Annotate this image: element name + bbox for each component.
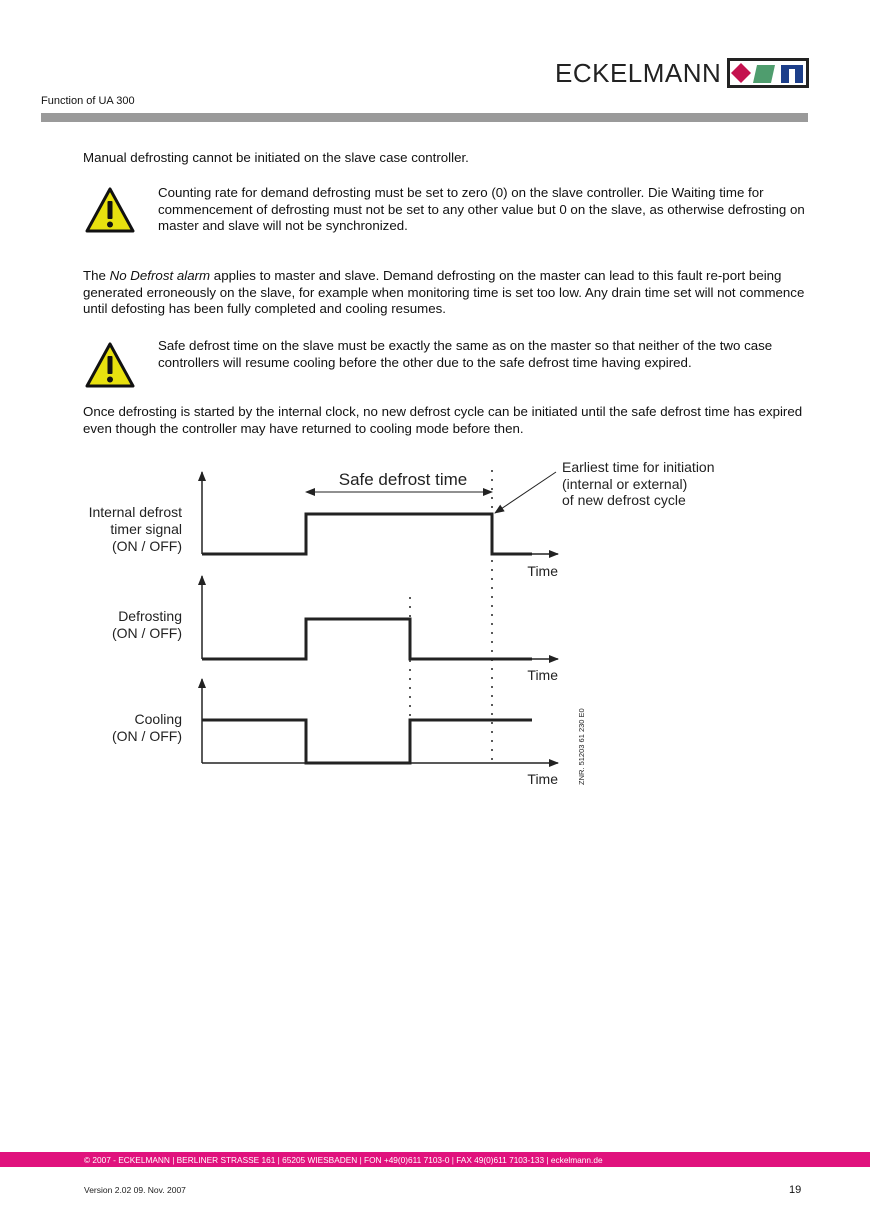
header-rule [41,113,808,122]
warning-icon [85,187,135,233]
eckelmann-logo [727,58,809,88]
paragraph-no-defrost-alarm [83,268,805,318]
signal1-label-line2: timer signal [110,521,182,537]
signal3-waveform [202,720,532,763]
p2-prefix: The [83,268,110,283]
document-title: Function of UA 300 [41,95,135,107]
warning-icon [85,342,135,388]
signal2-label-line2: (ON / OFF) [112,625,182,641]
warning-safe-defrost-time: Safe defrost time on the slave must be exactly the same as on the master so that neither of the two case controllers will resume cooling before the other due to the safe defrost time having expired. [158,338,773,370]
znr-code: ZNR. 51203 61 230 E0 [577,708,586,785]
version-info: Version 2.02 09. Nov. 2007 [84,1185,186,1195]
footer-contact: © 2007 - ECKELMANN | BERLINER STRASSE 161 | 65205 WIESBADEN | FON +49(0)611 7103-0 | FAX 49(0)611 7103-133 | eckelmann.de [84,1155,603,1165]
signal3-label-line2: (ON / OFF) [112,728,182,744]
p2-rest: applies to master and slave. Demand defrosting on the master can lead to this fault re-port being generated erroneously on the slave, for example when monitoring time is set too low. Any drain time set will not commence until defosting has been fully completed and cooling resumes. [83,268,805,316]
signal2-label-line1: Defrosting [118,608,182,624]
annotation-pointer [495,472,556,513]
signal2-time-label: Time [527,667,558,683]
signal1-waveform [202,514,532,554]
annotation-line3: of new defrost cycle [562,492,686,508]
signal1-label-line3: (ON / OFF) [112,538,182,554]
safe-defrost-time-label: Safe defrost time [338,470,468,489]
annotation-line2: (internal or external) [562,476,688,492]
signal3-label-line1: Cooling [134,711,182,727]
warning-slave-counting-rate: Counting rate for demand defrosting must be set to zero (0) on the slave controller. Die Waiting time for commencement of defrosting must not be set to any other value but 0 on the slave, as otherwise defrosting on master and slave will not be synchronized. [158,185,805,233]
annotation-line1: Earliest time for initiation [562,459,715,475]
brand-name: ECKELMANN [555,58,722,88]
signal1-time-label: Time [527,563,558,579]
p2-emphasis: No Defrost alarm [109,268,211,283]
paragraph-internal-clock: Once defrosting is started by the internal clock, no new defrost cycle can be initiated until the safe defrost time has expired even though the controller may have returned to cooling mode before then. [83,404,803,436]
signal2-waveform [202,619,532,659]
page-number: 19 [789,1184,802,1196]
signal3-time-label: Time [527,771,558,787]
paragraph-manual-defrost: Manual defrosting cannot be initiated on the slave case controller. [83,150,469,165]
timing-diagram [80,455,715,795]
signal1-label-line1: Internal defrost [88,504,182,520]
